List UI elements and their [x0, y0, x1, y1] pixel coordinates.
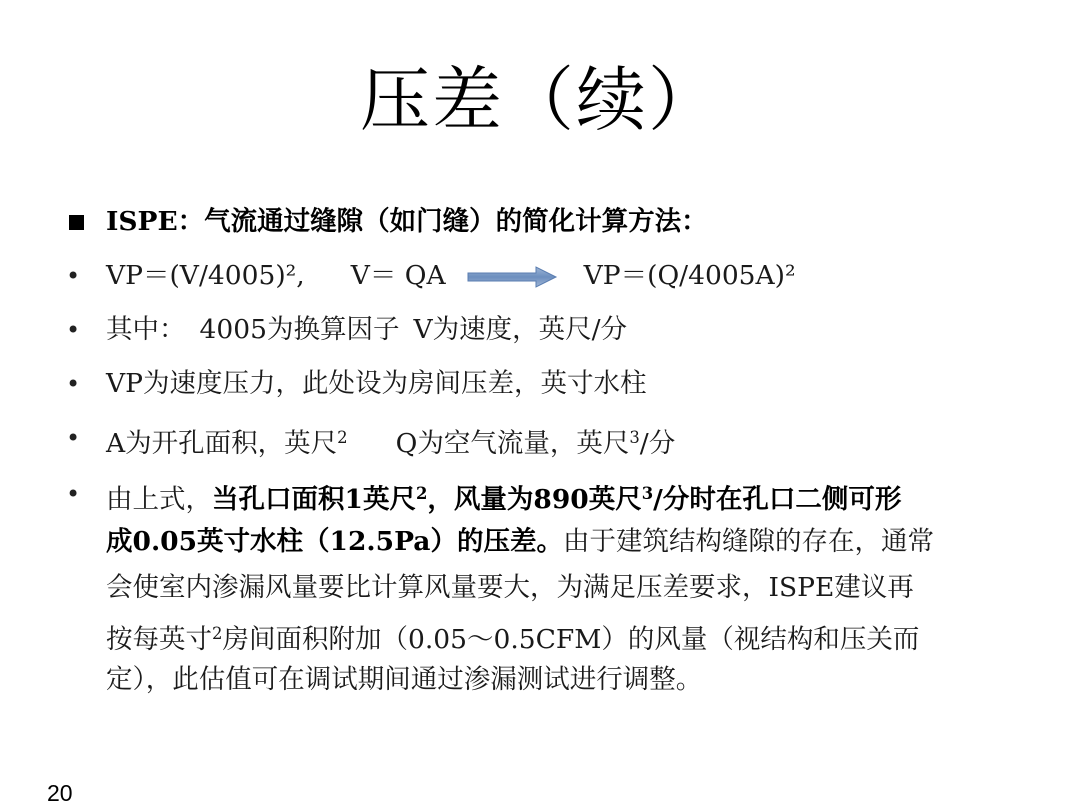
bullet-icon: • [66, 424, 81, 452]
q-definition: Q为空气流量，英尺 [395, 428, 630, 460]
conclusion-l4b: 房间面积附加（0.05～0.5CFM）的风量（视结构和压关而 [222, 624, 920, 656]
conclusion-bold-1-sup: 2 [415, 484, 428, 503]
q-tail: /分 [639, 428, 676, 460]
conclusion-line-1 [106, 476, 901, 518]
q-superscript: 3 [629, 428, 640, 447]
bullet-icon: • [66, 316, 81, 344]
conclusion-line-4 [106, 616, 919, 658]
conclusion-line-3: 会使室内渗漏风量要比计算风量要大，为满足压差要求，ISPE建议再 [106, 572, 914, 603]
formula-right: VP＝(Q/4005A)² [583, 260, 796, 291]
right-arrow-icon [466, 265, 558, 289]
vp-definition: VP为速度压力，此处设为房间压差，英寸水柱 [106, 368, 647, 399]
page-number: 20 [47, 780, 73, 806]
bullet-icon: • [66, 480, 81, 508]
conclusion-bold-1: 当孔口面积1英尺 [212, 484, 416, 516]
conclusion-bold-4: 成0.05英寸水柱（12.5Pa）的压差。 [106, 526, 563, 557]
where-part2: V为速度，英尺/分 [413, 314, 628, 345]
where-prefix: 其中： [106, 314, 186, 345]
conclusion-bold-2-sup: 3 [641, 484, 654, 503]
conclusion-p1: 由上式， [106, 484, 212, 516]
square-bullet-icon [69, 215, 84, 230]
conclusion-p2: 由于建筑结构缝隙的存在，通常 [562, 526, 934, 557]
a-definition: A为开孔面积，英尺 [106, 428, 338, 460]
formula-left: VP＝(V/4005)², [106, 260, 305, 291]
conclusion-l4-sup: 2 [212, 624, 223, 643]
area-definition [106, 420, 675, 462]
formula-middle: V＝ QA [350, 260, 446, 291]
formula-line [106, 258, 796, 294]
where-part1: 4005为换算因子 [199, 314, 400, 345]
conclusion-l4a: 按每英寸 [106, 624, 212, 656]
conclusion-bold-2: ，风量为890英尺 [427, 484, 642, 516]
section-heading: ISPE：气流通过缝隙（如门缝）的简化计算方法： [106, 206, 708, 237]
conclusion-line-5: 定），此估值可在调试期间通过渗漏测试进行调整。 [106, 664, 703, 695]
bullet-icon: • [66, 262, 81, 290]
slide-title: 压差（续） [360, 59, 720, 141]
a-superscript: 2 [337, 428, 348, 447]
bullet-icon: • [66, 370, 81, 398]
conclusion-bold-3: /分时在孔口二侧可形 [653, 484, 902, 516]
where-line [106, 312, 627, 348]
conclusion-line-2 [106, 524, 934, 560]
